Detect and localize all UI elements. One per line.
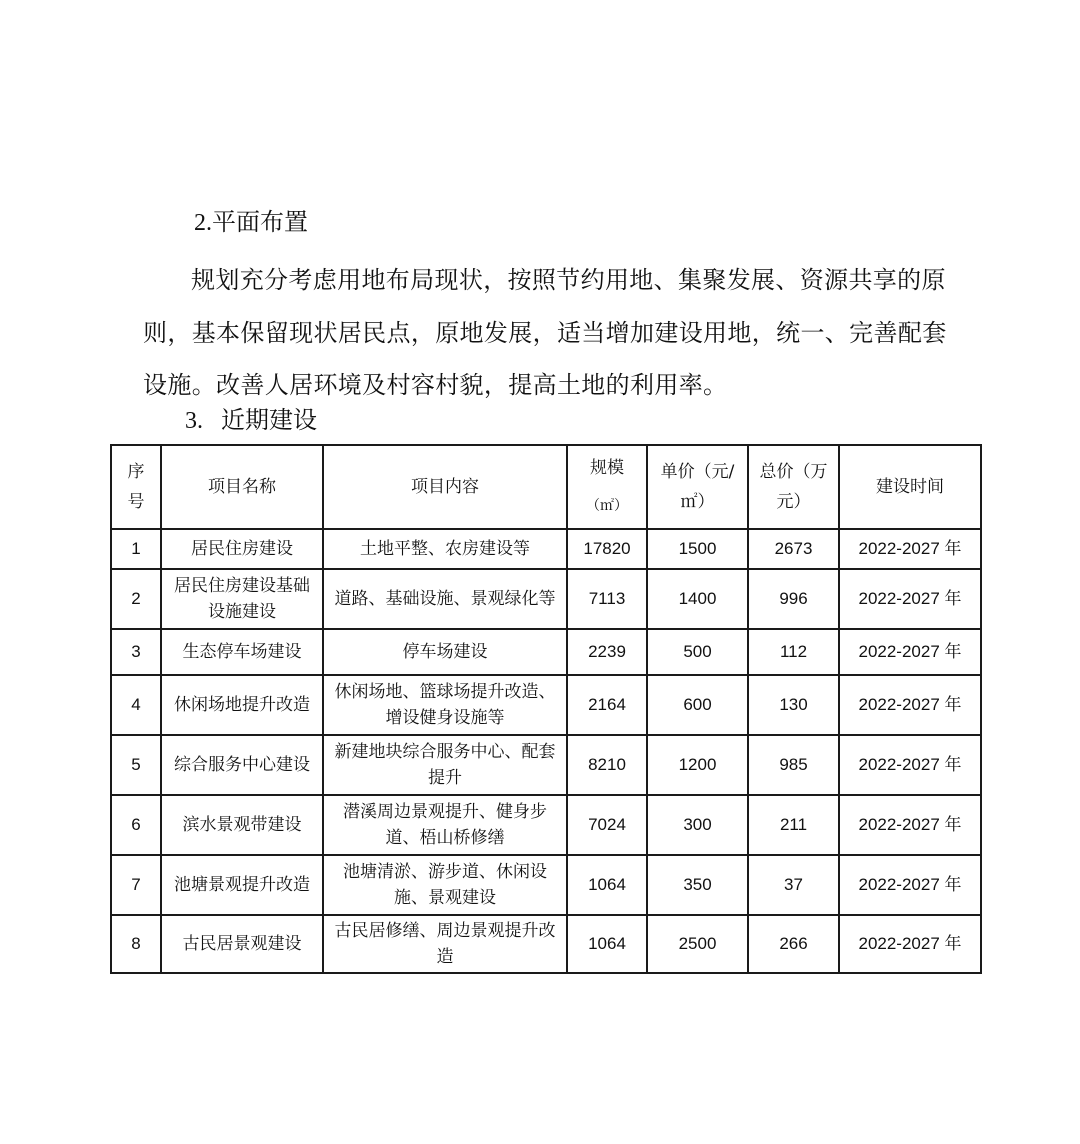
cell-content: 道路、基础设施、景观绿化等	[323, 569, 567, 629]
cell-unit-price: 300	[647, 795, 748, 855]
cell-seq: 4	[111, 675, 161, 735]
header-scale-label: 规模	[590, 458, 624, 478]
table-row	[111, 569, 981, 629]
cell-name: 休闲场地提升改造	[161, 675, 323, 735]
header-seq: 序号	[111, 445, 161, 529]
header-content: 项目内容	[323, 445, 567, 529]
cell-seq: 8	[111, 915, 161, 973]
cell-content: 土地平整、农房建设等	[323, 529, 567, 569]
cell-scale: 2239	[567, 629, 647, 675]
header-scale-unit: （㎡）	[586, 498, 628, 514]
cell-unit-price: 600	[647, 675, 748, 735]
cell-name: 古民居景观建设	[161, 915, 323, 973]
cell-scale: 1064	[567, 855, 647, 915]
cell-scale: 1064	[567, 915, 647, 973]
cell-period: 2022-2027 年	[839, 629, 981, 675]
header-period: 建设时间	[839, 445, 981, 529]
cell-period: 2022-2027 年	[839, 795, 981, 855]
cell-period: 2022-2027 年	[839, 915, 981, 973]
cell-scale: 2164	[567, 675, 647, 735]
cell-content: 停车场建设	[323, 629, 567, 675]
cell-name: 滨水景观带建设	[161, 795, 323, 855]
cell-period: 2022-2027 年	[839, 675, 981, 735]
cell-unit-price: 500	[647, 629, 748, 675]
table-row	[111, 675, 981, 735]
cell-unit-price: 1200	[647, 735, 748, 795]
cell-period: 2022-2027 年	[839, 735, 981, 795]
cell-scale: 7024	[567, 795, 647, 855]
cell-total: 112	[748, 629, 839, 675]
cell-content: 池塘清淤、游步道、休闲设施、景观建设	[323, 855, 567, 915]
section-3-number: 3.	[185, 408, 203, 434]
header-scale	[567, 445, 647, 529]
cell-total: 266	[748, 915, 839, 973]
table-row	[111, 795, 981, 855]
header-total-price: 总价（万元）	[748, 445, 839, 529]
section-2-paragraph: 规划充分考虑用地布局现状，按照节约用地、集聚发展、资源共享的原则，基本保留现状居民点，原地发展，适当增加建设用地，统一、完善配套设施。改善人居环境及村容村貌，提高土地的利用率。	[143, 266, 947, 399]
cell-seq: 2	[111, 569, 161, 629]
table-row	[111, 735, 981, 795]
cell-name: 生态停车场建设	[161, 629, 323, 675]
section-3-heading	[185, 404, 317, 437]
section-3-title: 近期建设	[221, 406, 317, 434]
section-2-title: 平面布置	[212, 208, 308, 236]
table-row	[111, 529, 981, 569]
cell-total: 2673	[748, 529, 839, 569]
table-header-row	[111, 445, 981, 529]
cell-seq: 6	[111, 795, 161, 855]
cell-seq: 7	[111, 855, 161, 915]
cell-seq: 3	[111, 629, 161, 675]
cell-period: 2022-2027 年	[839, 569, 981, 629]
cell-seq: 5	[111, 735, 161, 795]
cell-unit-price: 1500	[647, 529, 748, 569]
cell-period: 2022-2027 年	[839, 529, 981, 569]
cell-name: 居民住房建设基础设施建设	[161, 569, 323, 629]
cell-total: 130	[748, 675, 839, 735]
table-row	[111, 855, 981, 915]
cell-total: 996	[748, 569, 839, 629]
cell-content: 休闲场地、篮球场提升改造、增设健身设施等	[323, 675, 567, 735]
cell-total: 37	[748, 855, 839, 915]
cell-total: 211	[748, 795, 839, 855]
cell-content: 古民居修缮、周边景观提升改造	[323, 915, 567, 973]
recent-construction-table	[110, 444, 982, 974]
cell-unit-price: 2500	[647, 915, 748, 973]
header-name: 项目名称	[161, 445, 323, 529]
cell-name: 居民住房建设	[161, 529, 323, 569]
cell-period: 2022-2027 年	[839, 855, 981, 915]
cell-name: 池塘景观提升改造	[161, 855, 323, 915]
table-row	[111, 915, 981, 973]
cell-seq: 1	[111, 529, 161, 569]
cell-name: 综合服务中心建设	[161, 735, 323, 795]
cell-scale: 8210	[567, 735, 647, 795]
cell-unit-price: 350	[647, 855, 748, 915]
section-2-heading	[194, 206, 308, 239]
cell-content: 新建地块综合服务中心、配套提升	[323, 735, 567, 795]
cell-scale: 17820	[567, 529, 647, 569]
cell-content: 潜溪周边景观提升、健身步道、梧山桥修缮	[323, 795, 567, 855]
table-row	[111, 629, 981, 675]
header-unit-price: 单价（元/㎡）	[647, 445, 748, 529]
cell-total: 985	[748, 735, 839, 795]
section-2-number: 2.	[194, 210, 212, 236]
cell-unit-price: 1400	[647, 569, 748, 629]
cell-scale: 7113	[567, 569, 647, 629]
